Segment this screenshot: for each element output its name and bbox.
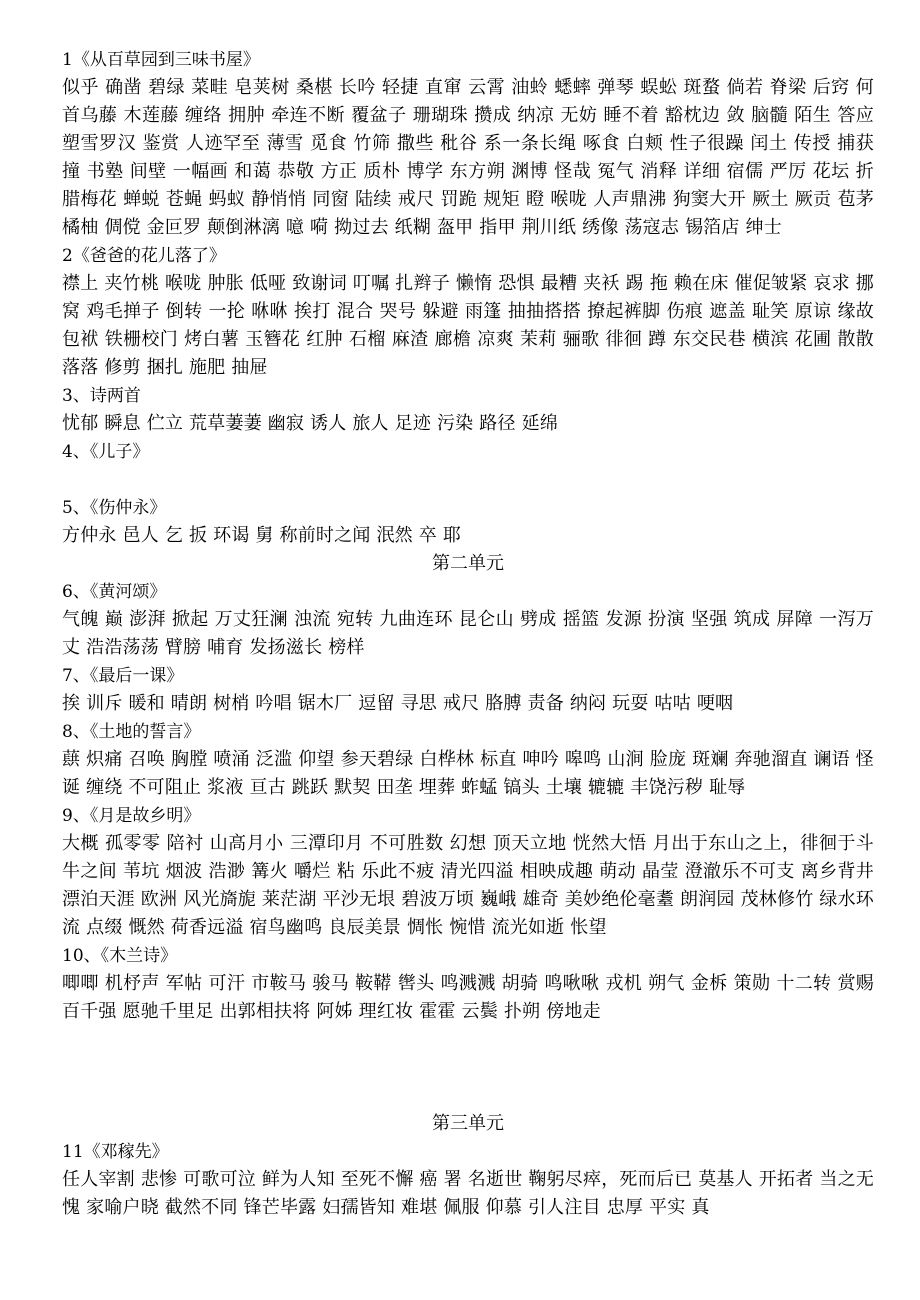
vocabulary-list: 挨 训斥 暖和 晴朗 树梢 吟唱 锯木厂 逗留 寻思 戒尺 胳膊 责备 纳闷 玩耍 咕咕 哽咽: [62, 693, 734, 714]
blank-space: [62, 1026, 874, 1110]
document-page: [62, 46, 874, 1222]
lesson-heading: 1《从百草园到三味书屋》: [62, 50, 260, 70]
blank-line: [62, 466, 874, 494]
lesson-heading: 9、《月是故乡明》: [62, 806, 201, 826]
lesson-heading: 3、诗两首: [62, 386, 141, 406]
lesson-heading: 8、《土地的誓言》: [62, 722, 201, 742]
vocabulary-list: 任人宰割 悲惨 可歌可泣 鲜为人知 至死不懈 癌 署 名逝世 鞠躬尽瘁，死而后已 莫基人 开拓者 当之无愧 家喻户晓 截然不同 锋芒毕露 妇孺皆知 难堪 佩服 仰慕 引人注目 忠厚 平实 真: [62, 1169, 874, 1218]
lesson-heading: 5、《伤仲永》: [62, 498, 167, 518]
vocabulary-list: 唧唧 机杼声 军帖 可汗 市鞍马 骏马 鞍鞯 辔头 鸣溅溅 胡骑 鸣啾啾 戎机 朔气 金柝 策勋 十二转 赏赐百千强 愿驰千里足 出郭相扶将 阿姊 理红妆 霍霍 云鬓 扑朔 傍地走: [62, 973, 874, 1022]
vocabulary-list: 大概 孤零零 陪衬 山高月小 三潭印月 不可胜数 幻想 顶天立地 恍然大悟 月出于东山之上，徘徊于斗牛之间 苇坑 烟波 浩渺 篝火 嚼烂 粘 乐此不疲 清光四溢 相映成趣 萌动 晶莹 澄澈乐不可支 离乡背井 漂泊天涯 欧洲 风光旖旎 莱茫湖 平沙无垠 碧波万顷 巍峨 雄奇 美妙绝伦毫耋 朗润园 茂林修竹 绿水环流 点缀 慨然 荷香远溢 宿鸟幽鸣 良辰美景 惆怅 惋惜 流光如逝 怅望: [62, 833, 874, 938]
vocabulary-list: 气魄 巅 澎湃 掀起 万丈狂澜 浊流 宛转 九曲连环 昆仑山 劈成 摇篮 发源 扮演 坚强 筑成 屏障 一泻万丈 浩浩荡荡 臂膀 哺育 发扬滋长 榜样: [62, 609, 874, 658]
vocabulary-list: 蕻 炽痛 召唤 胸膛 喷涌 泛滥 仰望 参天碧绿 白桦林 标直 呻吟 嗥鸣 山涧 脸庞 斑斓 奔驰溜直 谰语 怪诞 缠绕 不可阻止 浆液 亘古 跳跃 默契 田垄 埋葬 蚱蜢 镐头 土壤 辘辘 丰饶污秽 耻辱: [62, 749, 874, 798]
lesson-heading: 4、《儿子》: [62, 442, 150, 462]
unit-title: 第二单元: [432, 553, 504, 574]
vocabulary-list: 忧郁 瞬息 伫立 荒草萋萋 幽寂 诱人 旅人 足迹 污染 路径 延绵: [62, 413, 559, 434]
lesson-heading: 10、《木兰诗》: [62, 946, 178, 966]
vocabulary-list: 方仲永 邑人 乞 扳 环谒 舅 称前时之闻 泯然 卒 耶: [62, 525, 462, 546]
lesson-heading: 7、《最后一课》: [62, 666, 184, 686]
lesson-heading: 2《爸爸的花儿落了》: [62, 246, 226, 266]
unit-title: 第三单元: [432, 1113, 504, 1134]
vocabulary-list: 襟上 夹竹桃 喉咙 肿胀 低哑 致谢词 叮嘱 扎辫子 懒惰 恐惧 最糟 夹袄 踢 拖 赖在床 催促皱紧 哀求 挪窝 鸡毛掸子 倒转 一抡 咻咻 挨打 混合 哭号 躲避 雨篷 抽抽搭搭 撩起裤脚 伤痕 遮盖 耻笑 原谅 缘故 包袱 铁栅校门 烤白薯 玉簪花 红肿 石榴 麻渣 廊檐 凉爽 茉莉 骊歌 徘徊 蹲 东交民巷 横滨 花圃 散散落落 修剪 捆扎 施肥 抽屉: [62, 273, 874, 378]
lesson-heading: 6、《黄河颂》: [62, 582, 167, 602]
lesson-heading: 11《邓稼先》: [62, 1142, 169, 1162]
vocabulary-list: 似乎 确凿 碧绿 菜畦 皂荚树 桑椹 长吟 轻捷 直窜 云霄 油蛉 蟋蟀 弹琴 蜈蚣 斑蝥 倘若 脊梁 后窍 何首乌藤 木莲藤 缠络 拥肿 牵连不断 覆盆子 珊瑚珠 攒成 纳凉 无妨 睡不着 豁枕边 敛 脑髓 陌生 答应 塑雪罗汉 鉴赏 人迹罕至 薄雪 觅食 竹筛 撒些 秕谷 系一条长绳 啄食 白颊 性子很躁 闰土 传授 捕获 撞 书塾 间壁 一幅画 和蔼 恭敬 方正 质朴 博学 东方朔 渊博 怪哉 冤气 消释 详细 宿儒 严厉 花坛 折腊梅花 蝉蜕 苍蝇 蚂蚁 静悄悄 同窗 陆续 戒尺 罚跪 规矩 瞪 喉咙 人声鼎沸 狗窦大开 厥土 厥贡 苞茅 橘柚 倜傥 金叵罗 颠倒淋漓 噫 嗬 拗过去 纸糊 盔甲 指甲 荆川纸 绣像 荡寇志 锡箔店 绅士: [62, 77, 874, 238]
